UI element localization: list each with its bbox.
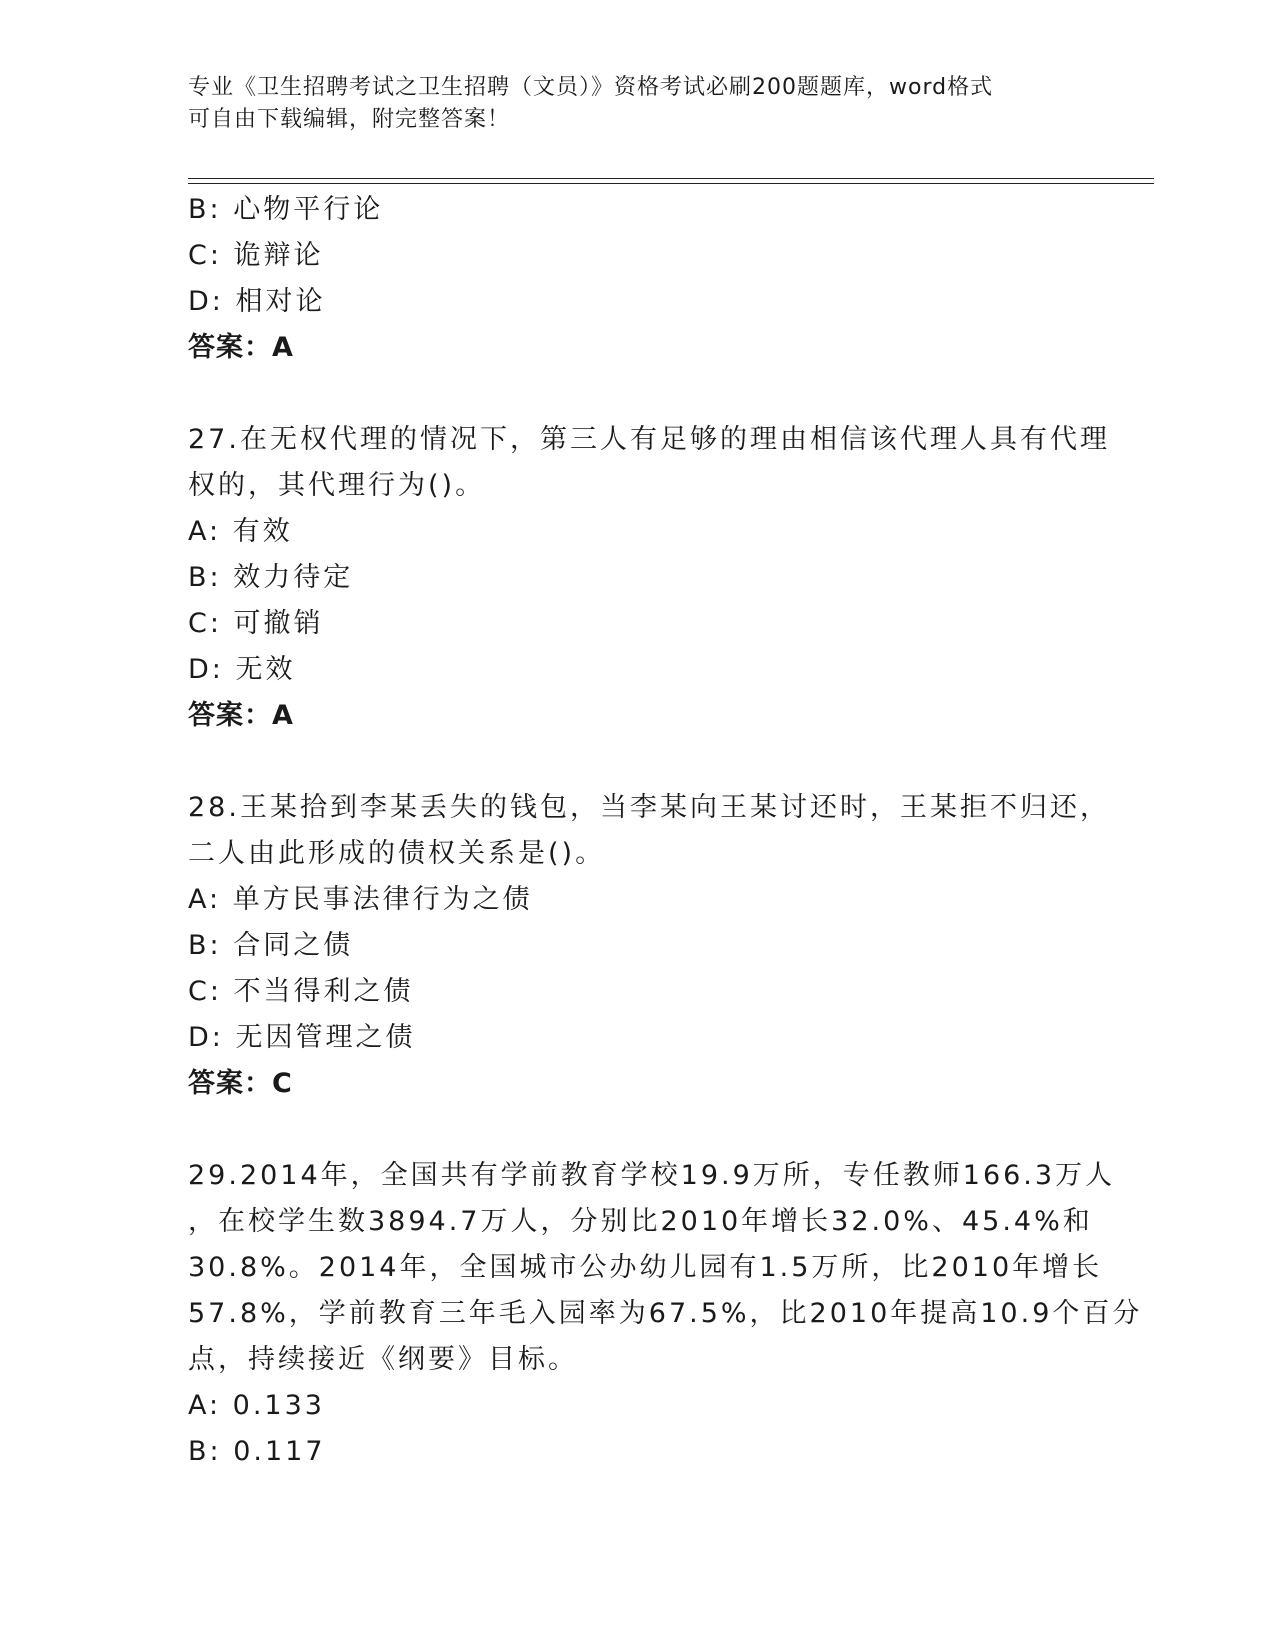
question-29	[188, 1153, 1143, 1475]
question-stem-line: ，在校学生数3894.7万人，分别比2010年增长32.0%、45.4%和	[188, 1206, 1093, 1237]
option-b: B: 心物平行论	[188, 194, 384, 225]
question-stem-line: 57.8%，学前教育三年毛入园率为67.5%，比2010年提高10.9个百分	[188, 1298, 1143, 1329]
option-a: A: 单方民事法律行为之债	[188, 884, 533, 915]
option-a: A: 0.133	[188, 1390, 325, 1421]
question-26	[188, 187, 1088, 371]
option-c: C: 诡辩论	[188, 240, 324, 271]
option-c: C: 可撤销	[188, 608, 324, 639]
option-b: B: 0.117	[188, 1436, 326, 1467]
option-d: D: 无因管理之债	[188, 1022, 416, 1053]
header-title-line-1: 专业《卫生招聘考试之卫生招聘（文员）》资格考试必刷200题题库，word格式	[188, 75, 994, 100]
option-d: D: 无效	[188, 654, 296, 685]
option-c: C: 不当得利之债	[188, 976, 414, 1007]
spacer	[188, 1107, 1088, 1153]
answer-line: 答案：A	[188, 700, 294, 731]
option-b: B: 合同之债	[188, 930, 354, 961]
question-stem-line: 点，持续接近《纲要》目标。	[188, 1344, 578, 1375]
page-header	[188, 72, 1088, 136]
question-stem-line: 27.在无权代理的情况下，第三人有足够的理由相信该代理人具有代理	[188, 424, 1110, 455]
question-stem-line: 30.8%。2014年，全国城市公办幼儿园有1.5万所，比2010年增长	[188, 1252, 1103, 1283]
question-27	[188, 417, 1110, 739]
option-a: A: 有效	[188, 516, 293, 547]
question-stem-line: 二人由此形成的债权关系是()。	[188, 838, 606, 869]
spacer	[188, 371, 1088, 417]
answer-line: 答案：A	[188, 332, 294, 363]
answer-line: 答案：C	[188, 1068, 293, 1099]
option-b: B: 效力待定	[188, 562, 354, 593]
question-stem-line: 权的，其代理行为()。	[188, 470, 486, 501]
option-d: D: 相对论	[188, 286, 326, 317]
header-divider-bottom	[188, 183, 1154, 184]
question-list	[188, 187, 1143, 1475]
spacer	[188, 739, 1088, 785]
header-divider-top	[188, 178, 1154, 179]
question-28	[188, 785, 1110, 1107]
question-stem-line: 28.王某拾到李某丢失的钱包，当李某向王某讨还时，王某拒不归还，	[188, 792, 1110, 823]
header-title-line-2: 可自由下载编辑，附完整答案！	[188, 107, 511, 132]
question-stem-line: 29.2014年，全国共有学前教育学校19.9万所，专任教师166.3万人	[188, 1160, 1116, 1191]
